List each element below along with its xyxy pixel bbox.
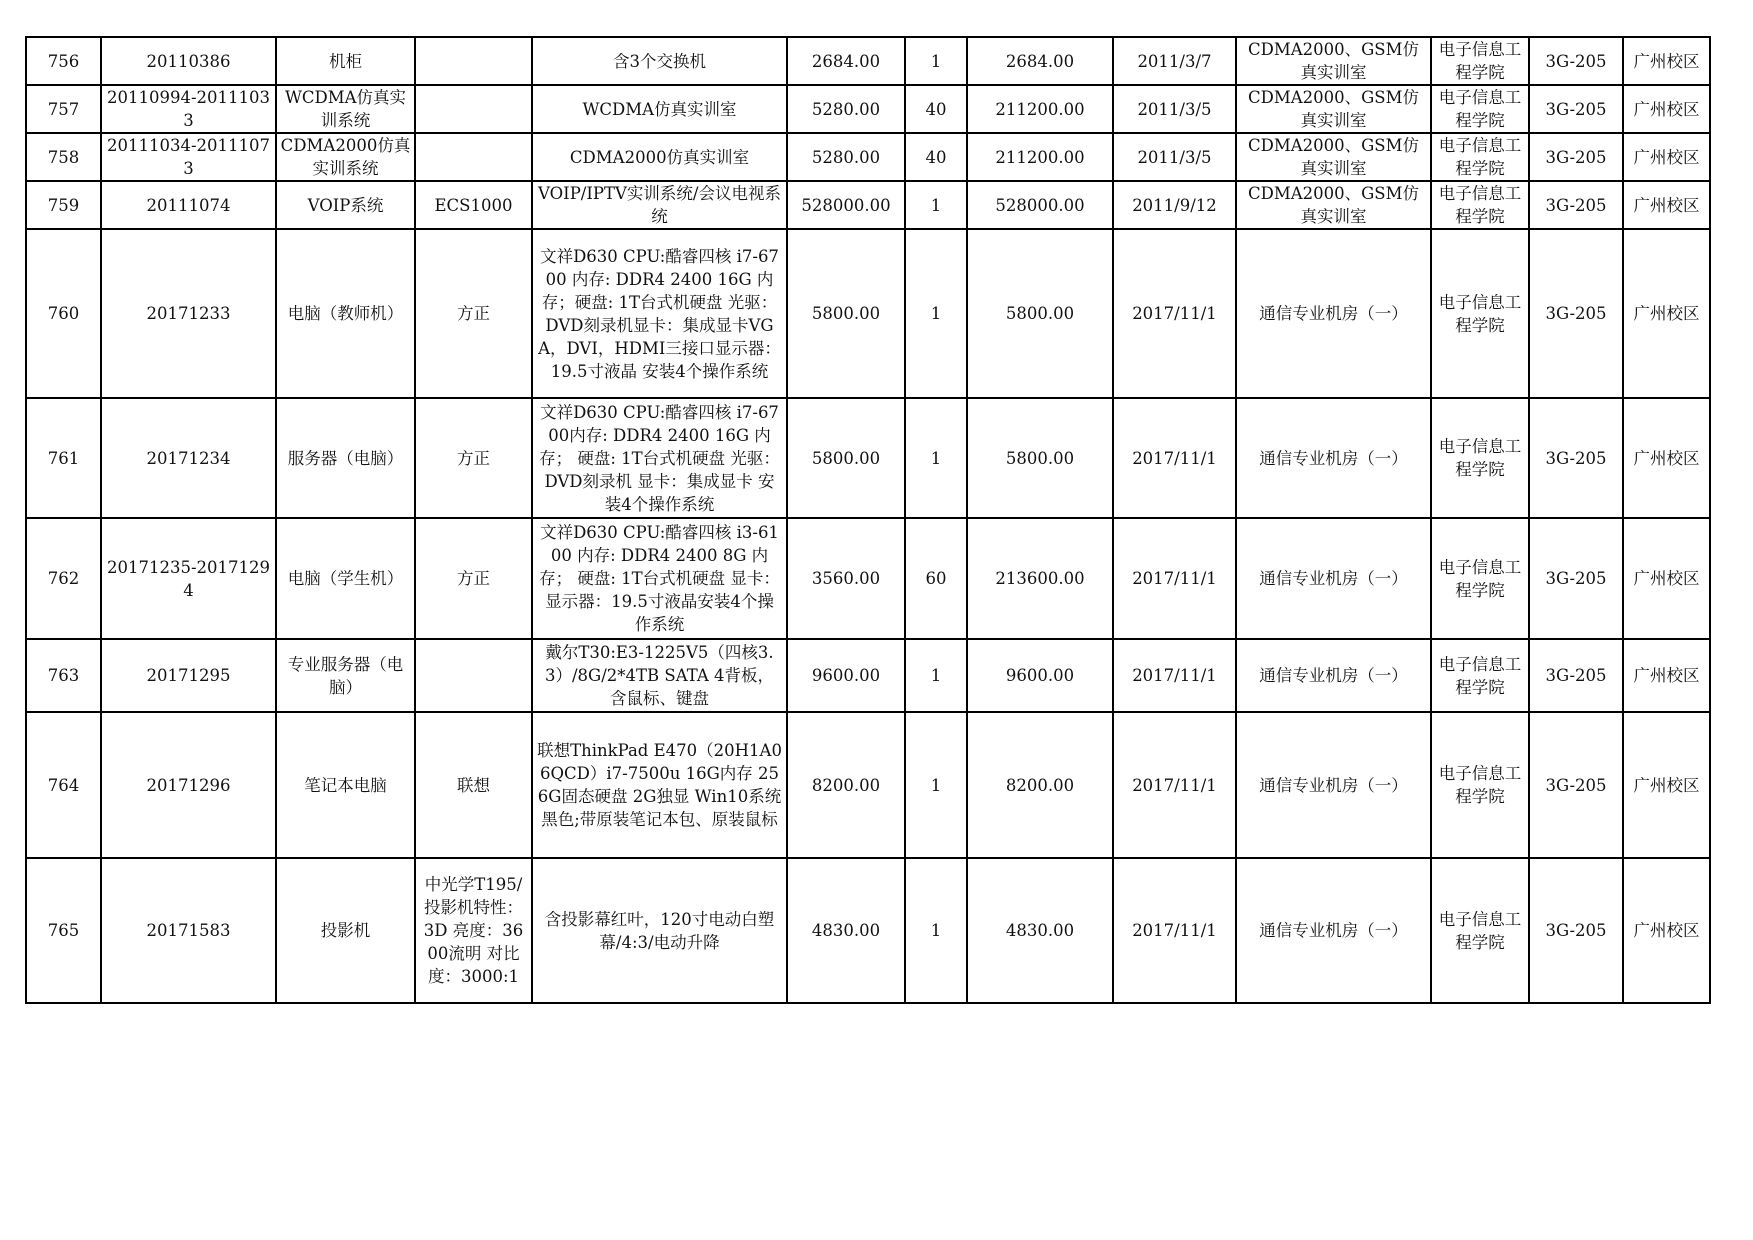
cell-date: 2017/11/1 — [1113, 858, 1236, 1003]
cell-campus: 广州校区 — [1623, 639, 1710, 712]
cell-asset-id: 20171296 — [101, 712, 276, 858]
cell-brand: 方正 — [415, 229, 532, 398]
cell-qty: 1 — [905, 639, 967, 712]
cell-spec: WCDMA仿真实训室 — [532, 85, 787, 133]
cell-location: 3G-205 — [1529, 712, 1623, 858]
cell-room: 通信专业机房（一） — [1236, 398, 1431, 518]
cell-date: 2017/11/1 — [1113, 639, 1236, 712]
cell-brand — [415, 639, 532, 712]
cell-amount: 528000.00 — [967, 181, 1113, 229]
cell-unit-price: 5800.00 — [787, 229, 905, 398]
cell-amount: 4830.00 — [967, 858, 1113, 1003]
inventory-sheet — [25, 36, 1711, 1004]
cell-asset-id: 20171234 — [101, 398, 276, 518]
cell-name: 电脑（学生机） — [276, 518, 415, 639]
inventory-table — [25, 36, 1711, 1004]
cell-name: 笔记本电脑 — [276, 712, 415, 858]
cell-room: 通信专业机房（一） — [1236, 712, 1431, 858]
cell-room: CDMA2000、GSM仿真实训室 — [1236, 133, 1431, 181]
cell-dept: 电子信息工程学院 — [1431, 398, 1529, 518]
cell-dept: 电子信息工程学院 — [1431, 85, 1529, 133]
cell-qty: 1 — [905, 181, 967, 229]
cell-name: 服务器（电脑） — [276, 398, 415, 518]
cell-campus: 广州校区 — [1623, 181, 1710, 229]
cell-location: 3G-205 — [1529, 229, 1623, 398]
cell-brand — [415, 85, 532, 133]
cell-name: WCDMA仿真实训系统 — [276, 85, 415, 133]
cell-amount: 211200.00 — [967, 133, 1113, 181]
cell-spec: 含3个交换机 — [532, 37, 787, 85]
cell-date: 2017/11/1 — [1113, 518, 1236, 639]
cell-date: 2017/11/1 — [1113, 229, 1236, 398]
cell-location: 3G-205 — [1529, 85, 1623, 133]
cell-room: CDMA2000、GSM仿真实训室 — [1236, 37, 1431, 85]
cell-brand — [415, 37, 532, 85]
cell-campus: 广州校区 — [1623, 85, 1710, 133]
cell-unit-price: 3560.00 — [787, 518, 905, 639]
cell-room: 通信专业机房（一） — [1236, 858, 1431, 1003]
cell-asset-id: 20171235-20171294 — [101, 518, 276, 639]
cell-location: 3G-205 — [1529, 518, 1623, 639]
cell-asset-id: 20171233 — [101, 229, 276, 398]
cell-unit-price: 8200.00 — [787, 712, 905, 858]
cell-room: 通信专业机房（一） — [1236, 229, 1431, 398]
cell-name: 专业服务器（电脑） — [276, 639, 415, 712]
cell-dept: 电子信息工程学院 — [1431, 712, 1529, 858]
cell-no: 757 — [26, 85, 101, 133]
cell-location: 3G-205 — [1529, 133, 1623, 181]
cell-name: 电脑（教师机） — [276, 229, 415, 398]
cell-unit-price: 4830.00 — [787, 858, 905, 1003]
cell-campus: 广州校区 — [1623, 712, 1710, 858]
cell-campus: 广州校区 — [1623, 229, 1710, 398]
table-row — [26, 85, 1710, 133]
cell-asset-id: 20111034-20111073 — [101, 133, 276, 181]
cell-no: 758 — [26, 133, 101, 181]
cell-dept: 电子信息工程学院 — [1431, 37, 1529, 85]
cell-unit-price: 5280.00 — [787, 133, 905, 181]
cell-location: 3G-205 — [1529, 639, 1623, 712]
cell-location: 3G-205 — [1529, 398, 1623, 518]
cell-no: 764 — [26, 712, 101, 858]
cell-asset-id: 20110386 — [101, 37, 276, 85]
cell-spec: VOIP/IPTV实训系统/会议电视系统 — [532, 181, 787, 229]
cell-date: 2011/9/12 — [1113, 181, 1236, 229]
table-row — [26, 712, 1710, 858]
cell-brand: 方正 — [415, 398, 532, 518]
cell-qty: 1 — [905, 712, 967, 858]
cell-brand: 方正 — [415, 518, 532, 639]
cell-unit-price: 528000.00 — [787, 181, 905, 229]
cell-no: 759 — [26, 181, 101, 229]
cell-room: 通信专业机房（一） — [1236, 518, 1431, 639]
cell-dept: 电子信息工程学院 — [1431, 181, 1529, 229]
cell-date: 2017/11/1 — [1113, 398, 1236, 518]
table-row — [26, 181, 1710, 229]
cell-dept: 电子信息工程学院 — [1431, 639, 1529, 712]
cell-dept: 电子信息工程学院 — [1431, 133, 1529, 181]
cell-no: 763 — [26, 639, 101, 712]
cell-campus: 广州校区 — [1623, 133, 1710, 181]
cell-campus: 广州校区 — [1623, 858, 1710, 1003]
cell-dept: 电子信息工程学院 — [1431, 518, 1529, 639]
cell-dept: 电子信息工程学院 — [1431, 858, 1529, 1003]
cell-campus: 广州校区 — [1623, 398, 1710, 518]
cell-name: 机柜 — [276, 37, 415, 85]
cell-name: VOIP系统 — [276, 181, 415, 229]
table-row — [26, 518, 1710, 639]
table-row — [26, 229, 1710, 398]
table-row — [26, 639, 1710, 712]
cell-location: 3G-205 — [1529, 181, 1623, 229]
cell-qty: 1 — [905, 37, 967, 85]
cell-no: 762 — [26, 518, 101, 639]
table-row — [26, 858, 1710, 1003]
cell-qty: 40 — [905, 85, 967, 133]
cell-spec: 戴尔T30:E3-1225V5（四核3.3）/8G/2*4TB SATA 4背板，含鼠标、键盘 — [532, 639, 787, 712]
cell-brand — [415, 133, 532, 181]
cell-spec: 文祥D630 CPU:酷睿四核 i3-6100 内存: DDR4 2400 8G 内存； 硬盘: 1T台式机硬盘 显卡：显示器：19.5寸液晶安装4个操作系统 — [532, 518, 787, 639]
cell-no: 765 — [26, 858, 101, 1003]
cell-dept: 电子信息工程学院 — [1431, 229, 1529, 398]
table-row — [26, 37, 1710, 85]
cell-no: 756 — [26, 37, 101, 85]
cell-qty: 1 — [905, 858, 967, 1003]
cell-date: 2011/3/5 — [1113, 85, 1236, 133]
cell-amount: 9600.00 — [967, 639, 1113, 712]
table-row — [26, 133, 1710, 181]
cell-unit-price: 5800.00 — [787, 398, 905, 518]
cell-unit-price: 5280.00 — [787, 85, 905, 133]
cell-qty: 60 — [905, 518, 967, 639]
cell-spec: 联想ThinkPad E470（20H1A06QCD）i7-7500u 16G内存 256G固态硬盘 2G独显 Win10系统 黑色;带原装笔记本包、原装鼠标 — [532, 712, 787, 858]
cell-asset-id: 20171295 — [101, 639, 276, 712]
cell-asset-id: 20110994-20111033 — [101, 85, 276, 133]
cell-asset-id: 20111074 — [101, 181, 276, 229]
cell-unit-price: 2684.00 — [787, 37, 905, 85]
cell-campus: 广州校区 — [1623, 37, 1710, 85]
cell-amount: 5800.00 — [967, 398, 1113, 518]
cell-name: 投影机 — [276, 858, 415, 1003]
cell-name: CDMA2000仿真实训系统 — [276, 133, 415, 181]
cell-unit-price: 9600.00 — [787, 639, 905, 712]
cell-brand: 中光学T195/投影机特性：3D 亮度：3600流明 对比度：3000:1 — [415, 858, 532, 1003]
cell-spec: 文祥D630 CPU:酷睿四核 i7-6700内存: DDR4 2400 16G 内存； 硬盘: 1T台式机硬盘 光驱：DVD刻录机 显卡：集成显卡 安装4个操作系统 — [532, 398, 787, 518]
cell-campus: 广州校区 — [1623, 518, 1710, 639]
cell-amount: 5800.00 — [967, 229, 1113, 398]
cell-location: 3G-205 — [1529, 858, 1623, 1003]
cell-room: CDMA2000、GSM仿真实训室 — [1236, 85, 1431, 133]
cell-amount: 8200.00 — [967, 712, 1113, 858]
cell-date: 2011/3/7 — [1113, 37, 1236, 85]
cell-room: 通信专业机房（一） — [1236, 639, 1431, 712]
cell-qty: 40 — [905, 133, 967, 181]
cell-room: CDMA2000、GSM仿真实训室 — [1236, 181, 1431, 229]
cell-date: 2011/3/5 — [1113, 133, 1236, 181]
cell-qty: 1 — [905, 398, 967, 518]
cell-no: 760 — [26, 229, 101, 398]
cell-qty: 1 — [905, 229, 967, 398]
cell-spec: 含投影幕红叶，120寸电动白塑幕/4:3/电动升降 — [532, 858, 787, 1003]
cell-location: 3G-205 — [1529, 37, 1623, 85]
cell-amount: 2684.00 — [967, 37, 1113, 85]
cell-date: 2017/11/1 — [1113, 712, 1236, 858]
cell-brand: ECS1000 — [415, 181, 532, 229]
cell-spec: CDMA2000仿真实训室 — [532, 133, 787, 181]
cell-no: 761 — [26, 398, 101, 518]
cell-amount: 211200.00 — [967, 85, 1113, 133]
cell-amount: 213600.00 — [967, 518, 1113, 639]
table-row — [26, 398, 1710, 518]
cell-brand: 联想 — [415, 712, 532, 858]
cell-spec: 文祥D630 CPU:酷睿四核 i7-6700 内存: DDR4 2400 16G 内存；硬盘: 1T台式机硬盘 光驱：DVD刻录机显卡：集成显卡VGA，DVI，HDMI三接口显示器：19.5寸液晶 安装4个操作系统 — [532, 229, 787, 398]
cell-asset-id: 20171583 — [101, 858, 276, 1003]
